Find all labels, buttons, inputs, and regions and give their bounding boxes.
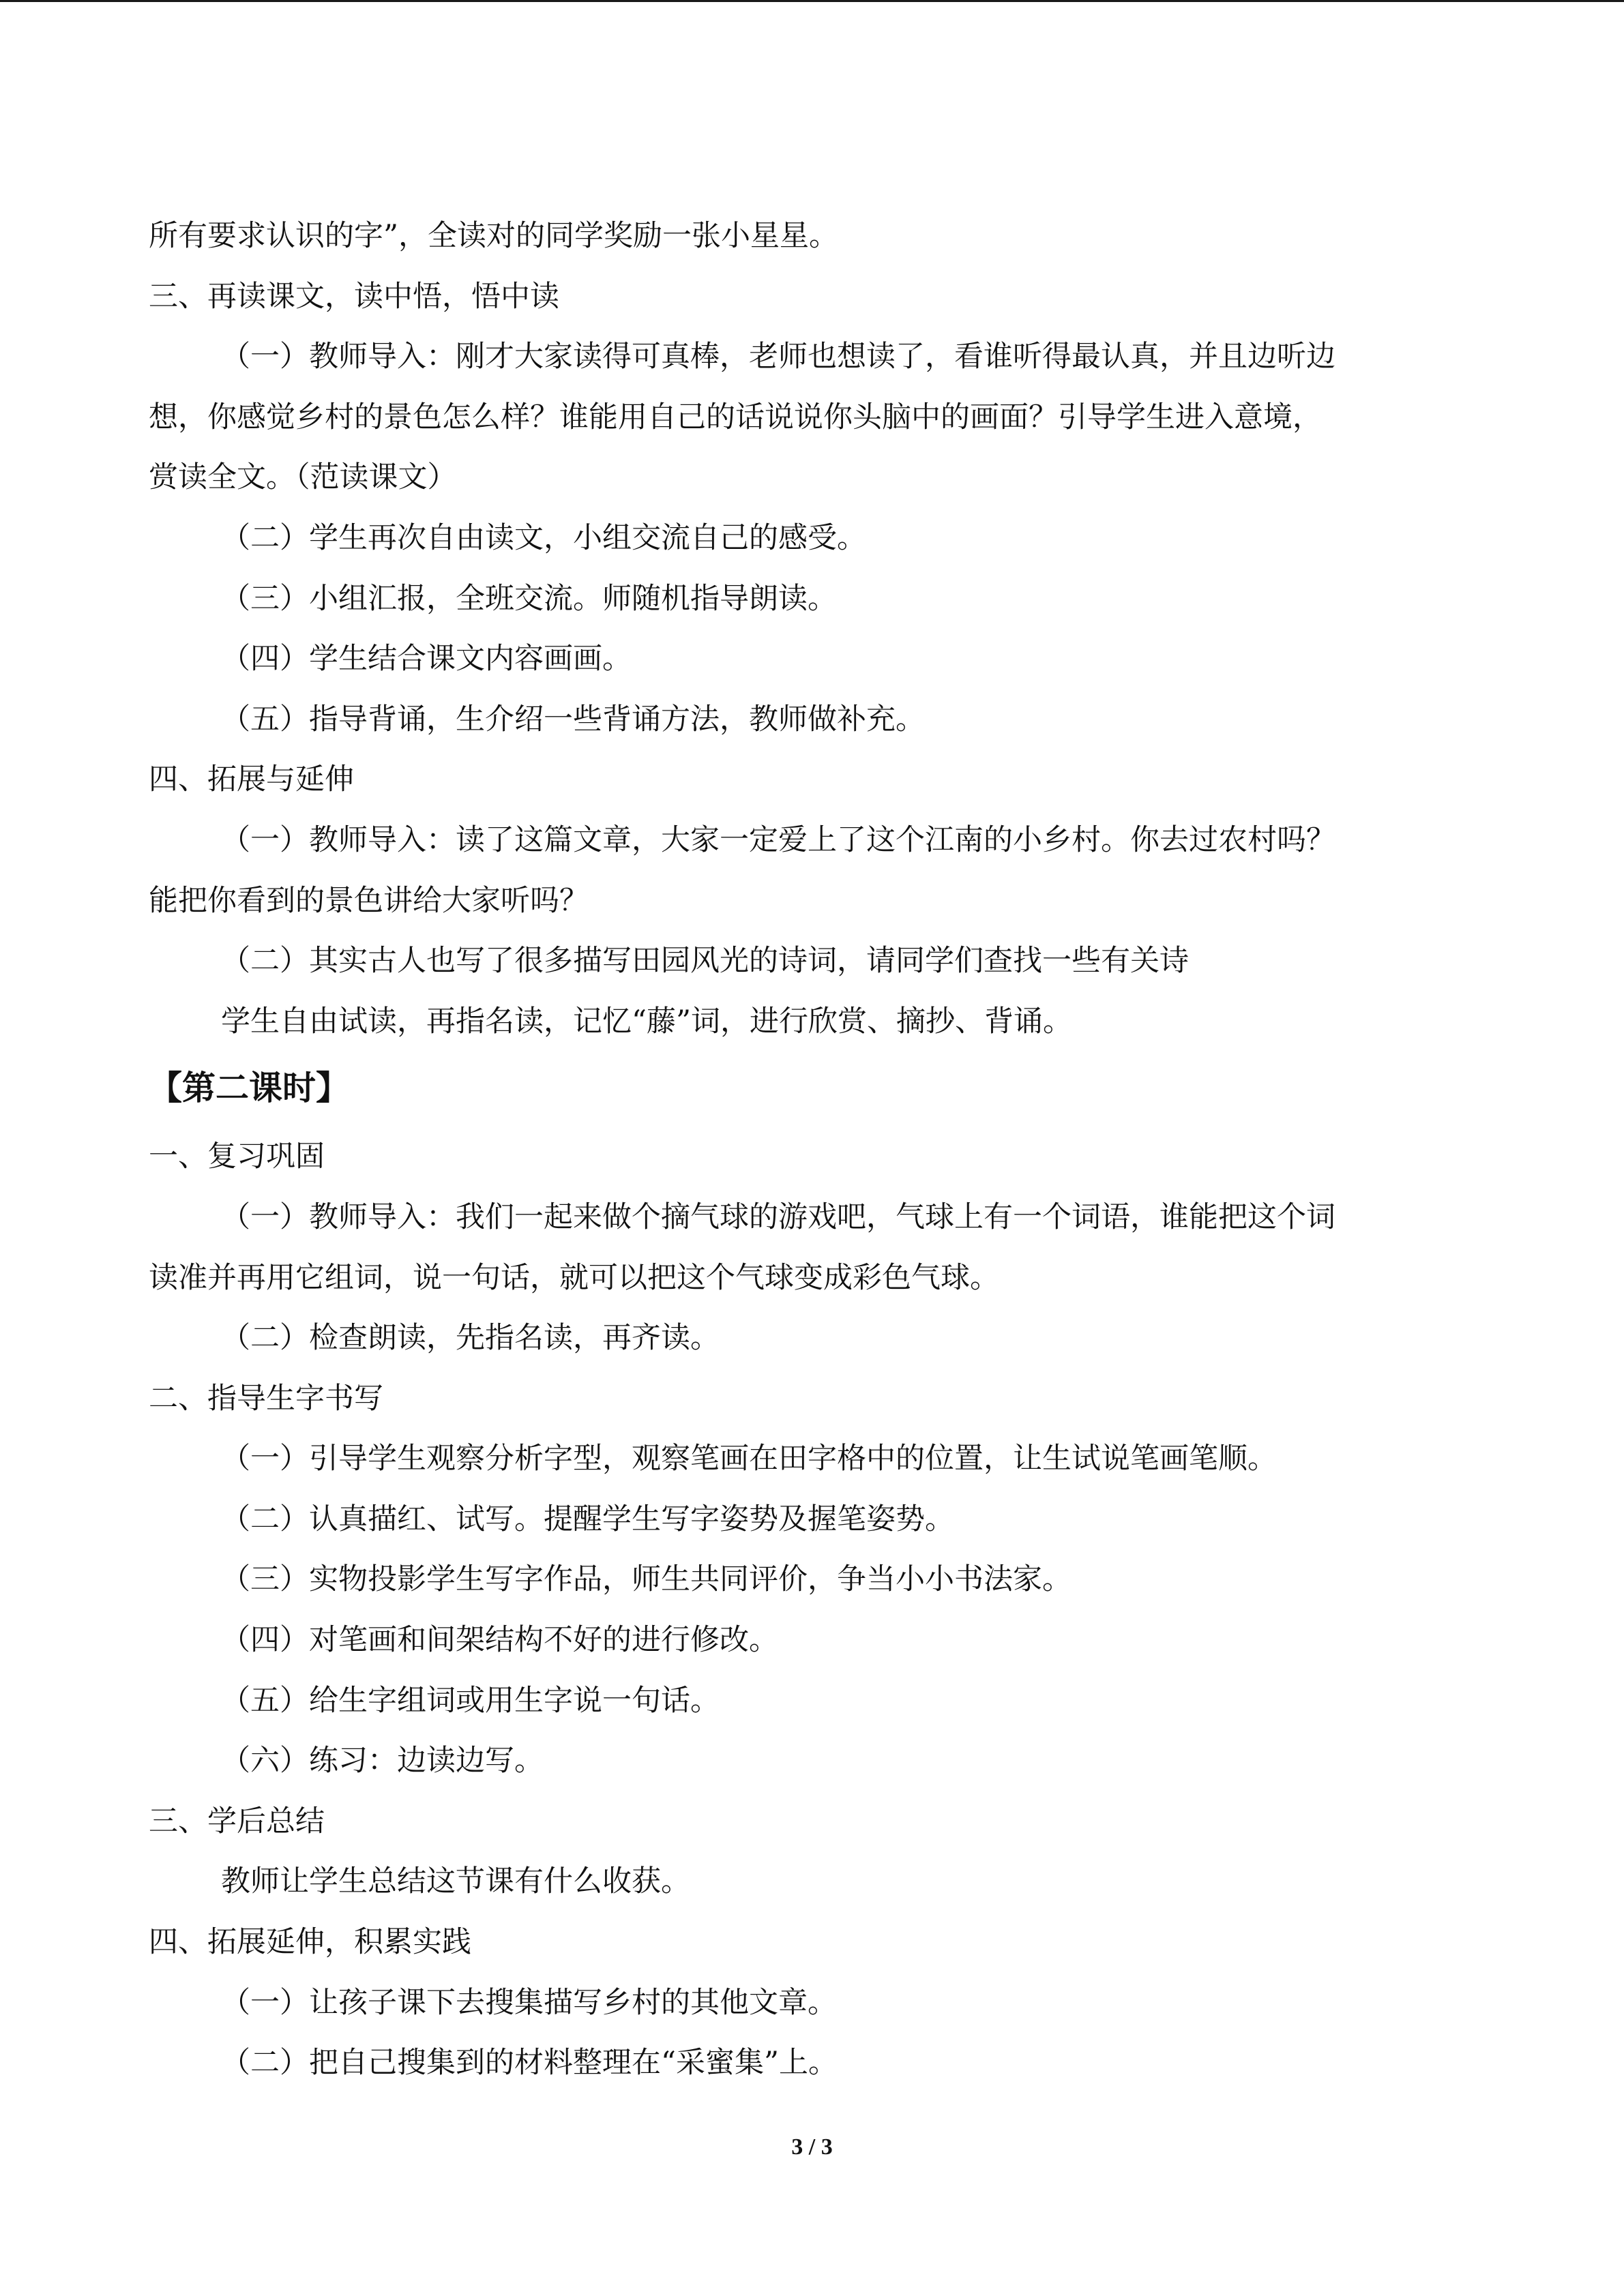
text-line: 想，你感觉乡村的景色怎么样？谁能用自己的话说说你头脑中的画面？引导学生进入意境， bbox=[149, 400, 1322, 434]
document-body bbox=[149, 206, 1472, 2093]
text-line: （一）教师导入：刚才大家读得可真棒，老师也想读了，看谁听得最认真，并且边听边 bbox=[221, 340, 1335, 374]
text-line: 一、复习巩固 bbox=[149, 1139, 325, 1174]
text-line: 二、指导生字书写 bbox=[149, 1381, 383, 1416]
text-line: （二）认真描红、试写。提醒学生写字姿势及握笔姿势。 bbox=[221, 1502, 954, 1536]
text-line: （三）实物投影学生写字作品，师生共同评价，争当小小书法家。 bbox=[221, 1562, 1072, 1597]
text-line: （一）引导学生观察分析字型，观察笔画在田字格中的位置，让生试说笔画笔顺。 bbox=[221, 1442, 1277, 1476]
text-line: 四、拓展与延伸 bbox=[149, 762, 354, 797]
text-line: （五）给生字组词或用生字说一句话。 bbox=[221, 1683, 720, 1718]
text-line: （二）其实古人也写了很多描写田园风光的诗词，请同学们查找一些有关诗 bbox=[221, 944, 1189, 979]
text-line: （四）对笔画和间架结构不好的进行修改。 bbox=[221, 1623, 778, 1658]
text-line: 能把你看到的景色讲给大家听吗？ bbox=[149, 883, 589, 918]
text-line: 三、再读课文，读中悟，悟中读 bbox=[149, 279, 559, 314]
text-line: （二）检查朗读，先指名读，再齐读。 bbox=[221, 1321, 720, 1356]
lesson-part-two bbox=[149, 1127, 1472, 2093]
text-line: 所有要求认识的字”，全读对的同学奖励一张小星星。 bbox=[149, 219, 838, 253]
text-line: （五）指导背诵，生介绍一些背诵方法，教师做补充。 bbox=[221, 702, 925, 736]
text-line: 赏读全文。（范读课文） bbox=[149, 460, 457, 495]
section-heading: 【第二课时】 bbox=[149, 1069, 350, 1108]
text-line: （三）小组汇报，全班交流。师随机指导朗读。 bbox=[221, 581, 837, 616]
text-line: （六）练习：边读边写。 bbox=[221, 1744, 544, 1778]
text-line: （四）学生结合课文内容画画。 bbox=[221, 642, 632, 676]
text-line: 四、拓展延伸，积累实践 bbox=[149, 1925, 471, 1960]
text-line: （一）教师导入：读了这篇文章，大家一定爱上了这个江南的小乡村。你去过农村吗？ bbox=[221, 822, 1335, 857]
text-line: 教师让学生总结这节课有什么收获。 bbox=[221, 1864, 690, 1899]
page-number: 3 / 3 bbox=[791, 2134, 833, 2160]
text-line: 读准并再用它组词，说一句话，就可以把这个气球变成彩色气球。 bbox=[149, 1260, 999, 1295]
text-line: （一）教师导入：我们一起来做个摘气球的游戏吧，气球上有一个词语，谁能把这个词 bbox=[221, 1199, 1335, 1234]
top-border-rule bbox=[0, 0, 1624, 2]
text-line: 三、学后总结 bbox=[149, 1804, 325, 1838]
lesson-part-one bbox=[149, 206, 1472, 1052]
text-line: （一）让孩子课下去搜集描写乡村的其他文章。 bbox=[221, 1985, 837, 2020]
text-line: 学生自由试读，再指名读，记忆“藤”词，进行欣赏、摘抄、背诵。 bbox=[221, 1004, 1072, 1039]
text-line: （二）把自己搜集到的材料整理在“采蜜集”上。 bbox=[221, 2046, 838, 2081]
text-line: （二）学生再次自由读文，小组交流自己的感受。 bbox=[221, 520, 866, 555]
